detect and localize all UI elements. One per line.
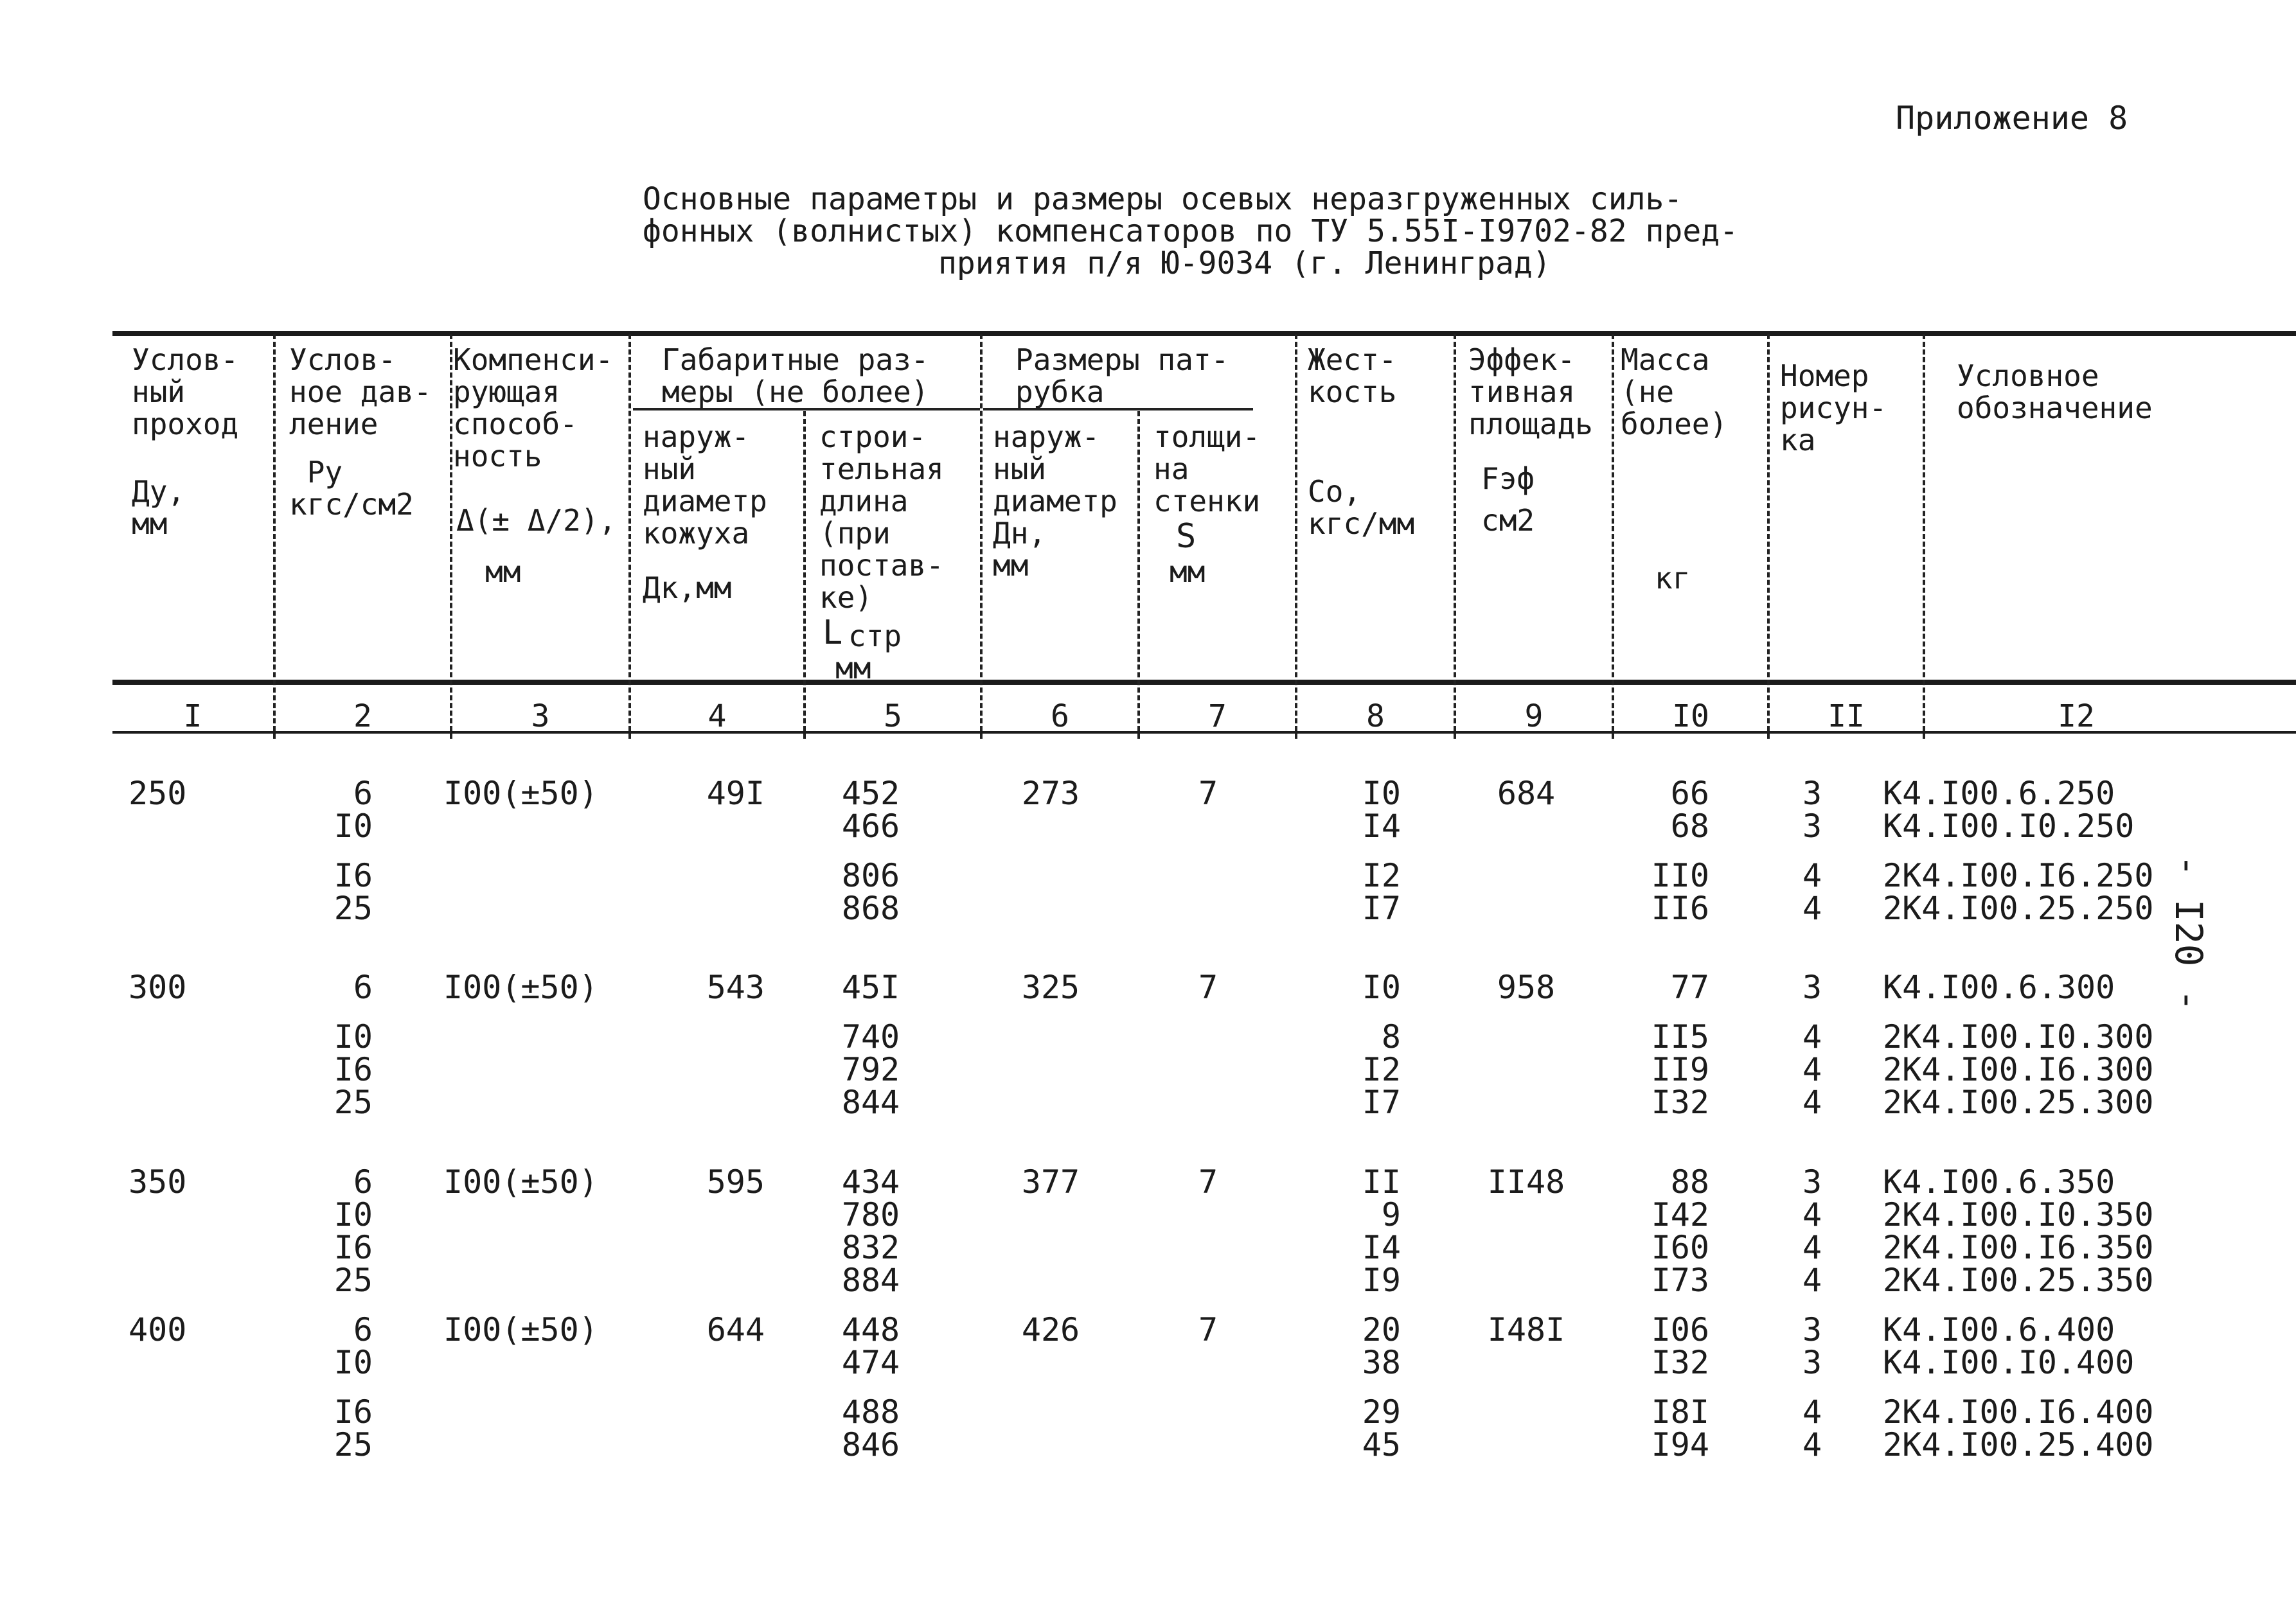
- cell-construction-length: 488: [841, 1393, 900, 1431]
- cell-casing-diameter: 543: [706, 969, 765, 1006]
- header-overall-dimensions: Габаритные раз- меры (не более): [662, 342, 929, 409]
- side-page-number: - I20 -: [2167, 854, 2211, 1012]
- cell-construction-length: 434: [841, 1163, 900, 1201]
- cell-figure-number: 4: [1802, 890, 1822, 927]
- cell-figure-number: 4: [1802, 857, 1822, 894]
- cell-construction-length: 448: [841, 1311, 900, 1348]
- cell-designation: 2К4.I00.I6.350: [1883, 1229, 2154, 1266]
- cell-mass: 77: [1670, 969, 1709, 1006]
- cell-compensating-ability: I00(±50): [443, 1311, 598, 1348]
- cell-effective-area: II48: [1487, 1163, 1565, 1201]
- header-effective-area-symbol: Fэф: [1481, 461, 1535, 496]
- cell-compensating-ability: I00(±50): [443, 1163, 598, 1201]
- cell-stiffness: I7: [1362, 890, 1401, 927]
- cell-designation: 2К4.I00.25.400: [1883, 1426, 2154, 1463]
- column-number: 7: [1208, 698, 1227, 734]
- cell-figure-number: 4: [1802, 1393, 1822, 1431]
- column-separator: [628, 334, 631, 739]
- header-effective-area: Эффек- тивная площадь: [1468, 342, 1593, 441]
- cell-casing-diameter: 644: [706, 1311, 765, 1348]
- header-nominal-bore: Услов- ный проход: [132, 342, 239, 441]
- cell-mass: II9: [1651, 1051, 1709, 1088]
- cell-stiffness: I4: [1362, 808, 1401, 845]
- cell-construction-length: 806: [841, 857, 900, 894]
- cell-mass: 88: [1670, 1163, 1709, 1201]
- column-number: 9: [1524, 698, 1544, 734]
- column-separator: [1767, 334, 1770, 739]
- column-number: 8: [1366, 698, 1385, 734]
- column-number: 5: [884, 698, 902, 734]
- column-number: I0: [1672, 698, 1709, 734]
- cell-mass: I06: [1651, 1311, 1709, 1348]
- cell-nominal-bore: 250: [129, 775, 187, 812]
- cell-designation: К4.I00.6.300: [1883, 969, 2115, 1006]
- cell-construction-length: 474: [841, 1344, 900, 1381]
- header-nominal-pressure: Услов- ное дав- ление: [289, 342, 432, 441]
- cell-construction-length: 452: [841, 775, 900, 812]
- cell-stiffness: I9: [1362, 1262, 1401, 1299]
- column-separator: [1454, 334, 1456, 739]
- title-line-2: фонных (волнистых) компенсаторов по ТУ 5.55I-I9702-82 пред-: [643, 213, 1739, 249]
- cell-figure-number: 3: [1802, 969, 1822, 1006]
- cell-figure-number: 4: [1802, 1196, 1822, 1233]
- cell-construction-length: 780: [841, 1196, 900, 1233]
- cell-construction-length: 884: [841, 1262, 900, 1299]
- cell-pipe-diameter: 377: [1021, 1163, 1080, 1201]
- cell-designation: К4.I00.6.400: [1883, 1311, 2115, 1348]
- header-construction-length: строи- тельная длина (при постав- ке): [819, 419, 944, 615]
- cell-stiffness: 8: [1381, 1018, 1401, 1055]
- cell-mass: I42: [1651, 1196, 1709, 1233]
- column-separator: [980, 334, 983, 739]
- header-casing-diameter-symbol: Дк,мм: [643, 570, 732, 605]
- cell-nominal-pressure: I6: [334, 1051, 373, 1088]
- cell-nominal-pressure: 25: [334, 1084, 373, 1121]
- cell-nominal-pressure: I0: [334, 808, 373, 845]
- cell-figure-number: 3: [1802, 1311, 1822, 1348]
- cell-pipe-diameter: 426: [1021, 1311, 1080, 1348]
- cell-designation: 2К4.I00.I0.300: [1883, 1018, 2154, 1055]
- column-separator: [273, 334, 276, 739]
- cell-designation: К4.I00.6.350: [1883, 1163, 2115, 1201]
- cell-figure-number: 3: [1802, 808, 1822, 845]
- cell-mass: I73: [1651, 1262, 1709, 1299]
- cell-stiffness: I2: [1362, 1051, 1401, 1088]
- cell-mass: I60: [1651, 1229, 1709, 1266]
- cell-nominal-bore: 350: [129, 1163, 187, 1201]
- header-construction-length-unit: мм: [835, 651, 871, 685]
- cell-designation: 2К4.I00.I6.300: [1883, 1051, 2154, 1088]
- header-pipe-diameter: наруж- ный диаметр Дн, мм: [993, 419, 1117, 583]
- column-number: 6: [1051, 698, 1069, 734]
- cell-effective-area: I48I: [1487, 1311, 1565, 1348]
- header-construction-length-subscript: стр: [848, 619, 902, 653]
- cell-figure-number: 4: [1802, 1051, 1822, 1088]
- cell-stiffness: I0: [1362, 969, 1401, 1006]
- cell-stiffness: I7: [1362, 1084, 1401, 1121]
- cell-compensating-ability: I00(±50): [443, 775, 598, 812]
- cell-mass: II5: [1651, 1018, 1709, 1055]
- column-separator: [1295, 334, 1297, 739]
- header-stiffness: Жест- кость: [1308, 342, 1397, 409]
- column-number: 3: [531, 698, 550, 734]
- cell-construction-length: 740: [841, 1018, 900, 1055]
- cell-designation: К4.I00.I0.250: [1883, 808, 2135, 845]
- cell-stiffness: I2: [1362, 857, 1401, 894]
- cell-stiffness: I4: [1362, 1229, 1401, 1266]
- cell-mass: I32: [1651, 1344, 1709, 1381]
- cell-construction-length: 792: [841, 1051, 900, 1088]
- cell-pipe-diameter: 325: [1021, 969, 1080, 1006]
- cell-compensating-ability: I00(±50): [443, 969, 598, 1006]
- cell-figure-number: 3: [1802, 1163, 1822, 1201]
- column-separator: [450, 334, 452, 739]
- cell-stiffness: 38: [1362, 1344, 1401, 1381]
- cell-stiffness: 20: [1362, 1311, 1401, 1348]
- cell-construction-length: 868: [841, 890, 900, 927]
- column-separator: [803, 411, 806, 739]
- cell-designation: К4.I00.I0.400: [1883, 1344, 2135, 1381]
- cell-designation: 2К4.I00.I0.350: [1883, 1196, 2154, 1233]
- cell-nominal-pressure: 6: [353, 775, 373, 812]
- cell-figure-number: 3: [1802, 1344, 1822, 1381]
- column-number: I: [183, 698, 202, 734]
- header-compensating-ability: Компенси- рующая способ- ность: [453, 342, 614, 473]
- header-mass: Масса (не более): [1621, 342, 1728, 441]
- cell-nominal-pressure: I6: [334, 1393, 373, 1431]
- appendix-label: Приложение 8: [1896, 100, 2128, 137]
- cell-mass: II0: [1651, 857, 1709, 894]
- cell-figure-number: 4: [1802, 1018, 1822, 1055]
- cell-figure-number: 4: [1802, 1426, 1822, 1463]
- title-line-1: Основные параметры и размеры осевых неразгруженных силь-: [643, 181, 1683, 217]
- cell-figure-number: 3: [1802, 775, 1822, 812]
- cell-nominal-pressure: 6: [353, 1311, 373, 1348]
- title-line-3: приятия п/я Ю-9034 (г. Ленинград): [938, 245, 1551, 281]
- cell-wall-thickness: 7: [1198, 1311, 1218, 1348]
- cell-mass: I94: [1651, 1426, 1709, 1463]
- cell-nominal-pressure: I0: [334, 1196, 373, 1233]
- cell-wall-thickness: 7: [1198, 775, 1218, 812]
- cell-mass: I32: [1651, 1084, 1709, 1121]
- header-nominal-bore-symbol: Ду, мм: [132, 474, 186, 541]
- header-stiffness-symbol: Со, кгс/мм: [1308, 474, 1415, 541]
- column-separator: [1923, 334, 1925, 739]
- header-mass-unit: кг: [1655, 561, 1691, 596]
- cell-stiffness: I0: [1362, 775, 1401, 812]
- cell-stiffness: 29: [1362, 1393, 1401, 1431]
- cell-nominal-pressure: 6: [353, 969, 373, 1006]
- column-separator: [1612, 334, 1614, 739]
- header-wall-thickness-unit: мм: [1170, 554, 1206, 589]
- column-number: I2: [2058, 698, 2095, 734]
- cell-designation: 2К4.I00.I6.400: [1883, 1393, 2154, 1431]
- cell-wall-thickness: 7: [1198, 1163, 1218, 1201]
- cell-nominal-pressure: 25: [334, 1262, 373, 1299]
- cell-designation: 2К4.I00.I6.250: [1883, 857, 2154, 894]
- header-casing-diameter: наруж- ный диаметр кожуха: [643, 419, 767, 551]
- header-branch-pipe-dimensions: Размеры пат- рубка: [1015, 342, 1229, 409]
- cell-nominal-pressure: 6: [353, 1163, 373, 1201]
- document-title: [643, 183, 1864, 279]
- header-wall-thickness: толщи- на стенки: [1153, 419, 1261, 518]
- header-effective-area-unit: см2: [1481, 503, 1535, 538]
- cell-mass: 68: [1670, 808, 1709, 845]
- cell-construction-length: 844: [841, 1084, 900, 1121]
- cell-designation: 2К4.I00.25.300: [1883, 1084, 2154, 1121]
- cell-figure-number: 4: [1802, 1262, 1822, 1299]
- table-top-rule: [112, 331, 2296, 336]
- cell-mass: I8I: [1651, 1393, 1709, 1431]
- cell-stiffness: 9: [1381, 1196, 1401, 1233]
- cell-designation: 2К4.I00.25.250: [1883, 890, 2154, 927]
- cell-casing-diameter: 49I: [706, 775, 765, 812]
- header-bottom-rule: [112, 680, 2296, 685]
- cell-mass: II6: [1651, 890, 1709, 927]
- cell-effective-area: 684: [1497, 775, 1556, 812]
- header-compensating-ability-unit: мм: [485, 554, 521, 589]
- cell-nominal-pressure: I6: [334, 1229, 373, 1266]
- header-designation: Условное обозначение: [1957, 358, 2153, 425]
- header-nominal-pressure-symbol: Ру кгс/см2: [289, 455, 414, 522]
- cell-construction-length: 466: [841, 808, 900, 845]
- column-number: 2: [353, 698, 372, 734]
- cell-wall-thickness: 7: [1198, 969, 1218, 1006]
- header-construction-length-symbol: L: [823, 613, 843, 652]
- cell-construction-length: 846: [841, 1426, 900, 1463]
- cell-nominal-bore: 300: [129, 969, 187, 1006]
- header-wall-thickness-symbol: S: [1176, 517, 1197, 556]
- cell-nominal-pressure: I6: [334, 857, 373, 894]
- header-figure-number: Номер рисун- ка: [1780, 358, 1887, 457]
- cell-pipe-diameter: 273: [1021, 775, 1080, 812]
- cell-stiffness: II: [1362, 1163, 1401, 1201]
- cell-stiffness: 45: [1362, 1426, 1401, 1463]
- cell-casing-diameter: 595: [706, 1163, 765, 1201]
- cell-designation: 2К4.I00.25.350: [1883, 1262, 2154, 1299]
- column-number: 4: [707, 698, 727, 734]
- cell-nominal-pressure: 25: [334, 890, 373, 927]
- cell-nominal-pressure: I0: [334, 1344, 373, 1381]
- cell-construction-length: 832: [841, 1229, 900, 1266]
- cell-nominal-pressure: 25: [334, 1426, 373, 1463]
- header-compensating-ability-symbol: Δ(± Δ/2),: [456, 503, 617, 538]
- cell-figure-number: 4: [1802, 1084, 1822, 1121]
- column-number: II: [1828, 698, 1865, 734]
- cell-construction-length: 45I: [841, 969, 900, 1006]
- cell-effective-area: 958: [1497, 969, 1556, 1006]
- cell-mass: 66: [1670, 775, 1709, 812]
- column-separator: [1137, 411, 1140, 739]
- cell-nominal-bore: 400: [129, 1311, 187, 1348]
- cell-figure-number: 4: [1802, 1229, 1822, 1266]
- cell-nominal-pressure: I0: [334, 1018, 373, 1055]
- cell-designation: К4.I00.6.250: [1883, 775, 2115, 812]
